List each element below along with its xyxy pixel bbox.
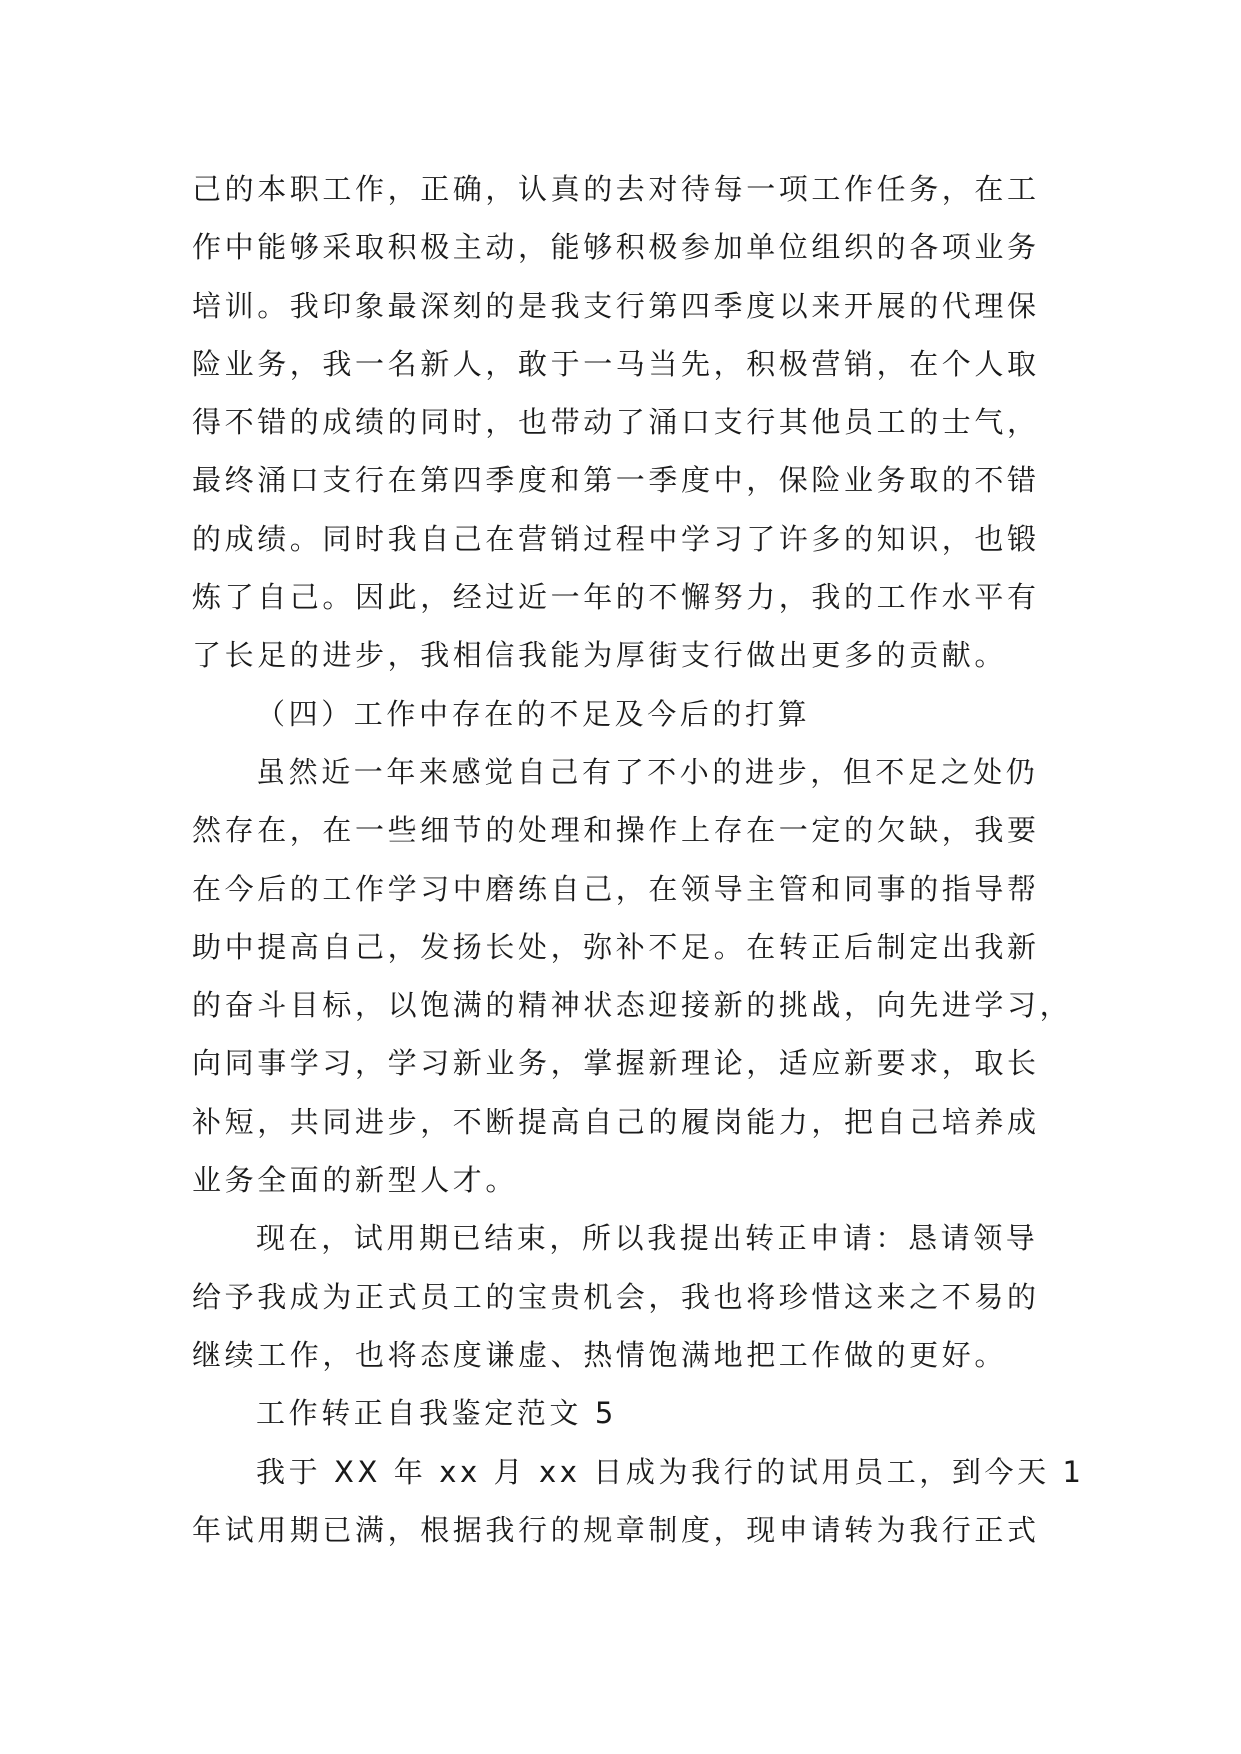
text-line-16: 向同事学习，学习新业务，掌握新理论，适应新要求，取长 (192, 1046, 1040, 1081)
text-line-6: 最终涌口支行在第四季度和第一季度中，保险业务取的不错 (192, 463, 1040, 498)
text-line-23: 我于 XX 年 xx 月 xx 日成为我行的试用员工，到今天 1 (256, 1454, 1085, 1489)
text-line-21: 继续工作，也将态度谦虚、热情饱满地把工作做的更好。 (192, 1337, 1008, 1372)
text-line-15: 的奋斗目标，以饱满的精神状态迎接新的挑战，向先进学习， (192, 988, 1073, 1023)
text-line-4: 险业务，我一名新人，敢于一马当先，积极营销，在个人取 (192, 346, 1040, 381)
document-body (192, 160, 1085, 1559)
text-line-20: 给予我成为正式员工的宝贵机会，我也将珍惜这来之不易的 (192, 1279, 1040, 1314)
text-line-18: 业务全面的新型人才。 (192, 1163, 519, 1198)
text-line-7: 的成绩。同时我自己在营销过程中学习了许多的知识，也锻 (192, 521, 1040, 556)
text-line-14: 助中提高自己，发扬长处，弥补不足。在转正后制定出我新 (192, 929, 1040, 964)
text-line-1: 己的本职工作，正确，认真的去对待每一项工作任务，在工 (192, 172, 1040, 206)
text-line-24: 年试用期已满，根据我行的规章制度，现申请转为我行正式 (192, 1512, 1040, 1547)
text-line-5: 得不错的成绩的同时，也带动了涌口支行其他员工的士气， (192, 405, 1040, 440)
text-line-8: 炼了自己。因此，经过近一年的不懈努力，我的工作水平有 (192, 580, 1040, 615)
text-line-2: 作中能够采取积极主动，能够积极参加单位组织的各项业务 (192, 230, 1040, 265)
section-heading: （四）工作中存在的不足及今后的打算 (256, 696, 811, 731)
text-line-17: 补短，共同进步，不断提高自己的履岗能力，把自己培养成 (192, 1104, 1040, 1139)
text-line-13: 在今后的工作学习中磨练自己，在领导主管和同事的指导帮 (192, 871, 1040, 906)
text-line-3: 培训。我印象最深刻的是我支行第四季度以来开展的代理保 (192, 288, 1040, 323)
text-line-9: 了长足的进步，我相信我能为厚街支行做出更多的贡献。 (192, 638, 1008, 673)
text-line-11: 虽然近一年来感觉自己有了不小的进步，但不足之处仍 (256, 754, 1039, 789)
text-line-12: 然存在，在一些细节的处理和操作上存在一定的欠缺，我要 (192, 813, 1040, 848)
article-title: 工作转正自我鉴定范文 5 (256, 1396, 617, 1431)
text-line-19: 现在，试用期已结束，所以我提出转正申请：恳请领导 (256, 1221, 1039, 1256)
